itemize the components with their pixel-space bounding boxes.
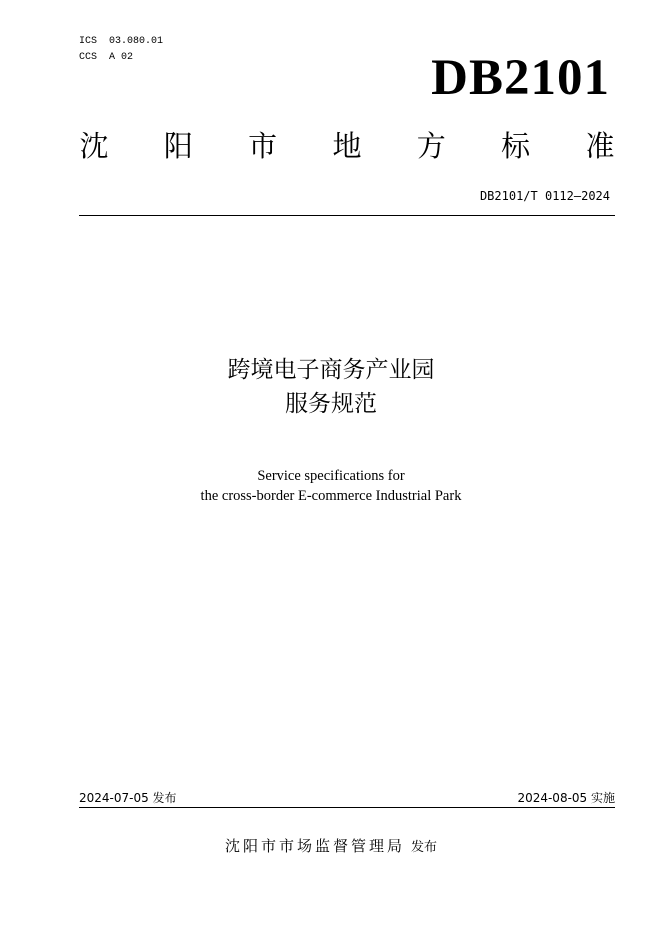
standard-number: DB2101/T 0112—2024 xyxy=(479,189,610,203)
chinese-title xyxy=(0,353,662,421)
english-title xyxy=(0,466,662,506)
standard-type-char: 沈 xyxy=(79,129,109,163)
issuer-line xyxy=(0,835,662,859)
standard-type-char: 阳 xyxy=(163,129,193,163)
standard-type-char: 准 xyxy=(585,129,615,163)
footer-divider xyxy=(79,807,615,808)
issue-label: 发布 xyxy=(411,840,438,855)
ics-code: ICS 03.080.01 xyxy=(79,36,164,47)
issuing-authority: 沈阳市市场监督管理局 xyxy=(224,837,405,855)
standard-type-heading xyxy=(79,128,615,164)
publish-date: 2024-07-05 发布 xyxy=(79,791,177,805)
classification-codes xyxy=(79,34,163,66)
implement-date: 2024-08-05 实施 xyxy=(517,791,615,805)
standard-type-char: 地 xyxy=(332,129,362,163)
standard-type-char: 方 xyxy=(416,129,446,163)
date-row xyxy=(79,789,615,807)
header-divider xyxy=(79,215,615,216)
chinese-title-line-2: 服务规范 xyxy=(285,391,377,417)
english-title-line-1: Service specifications for xyxy=(257,468,405,484)
standard-type-char: 标 xyxy=(501,129,531,163)
ccs-code: CCS A 02 xyxy=(79,52,134,63)
english-title-line-2: the cross-border E-commerce Industrial Park xyxy=(200,488,462,504)
chinese-title-line-1: 跨境电子商务产业园 xyxy=(227,357,435,383)
standard-type-char: 市 xyxy=(248,129,278,163)
standard-code: DB2101 xyxy=(431,50,610,106)
